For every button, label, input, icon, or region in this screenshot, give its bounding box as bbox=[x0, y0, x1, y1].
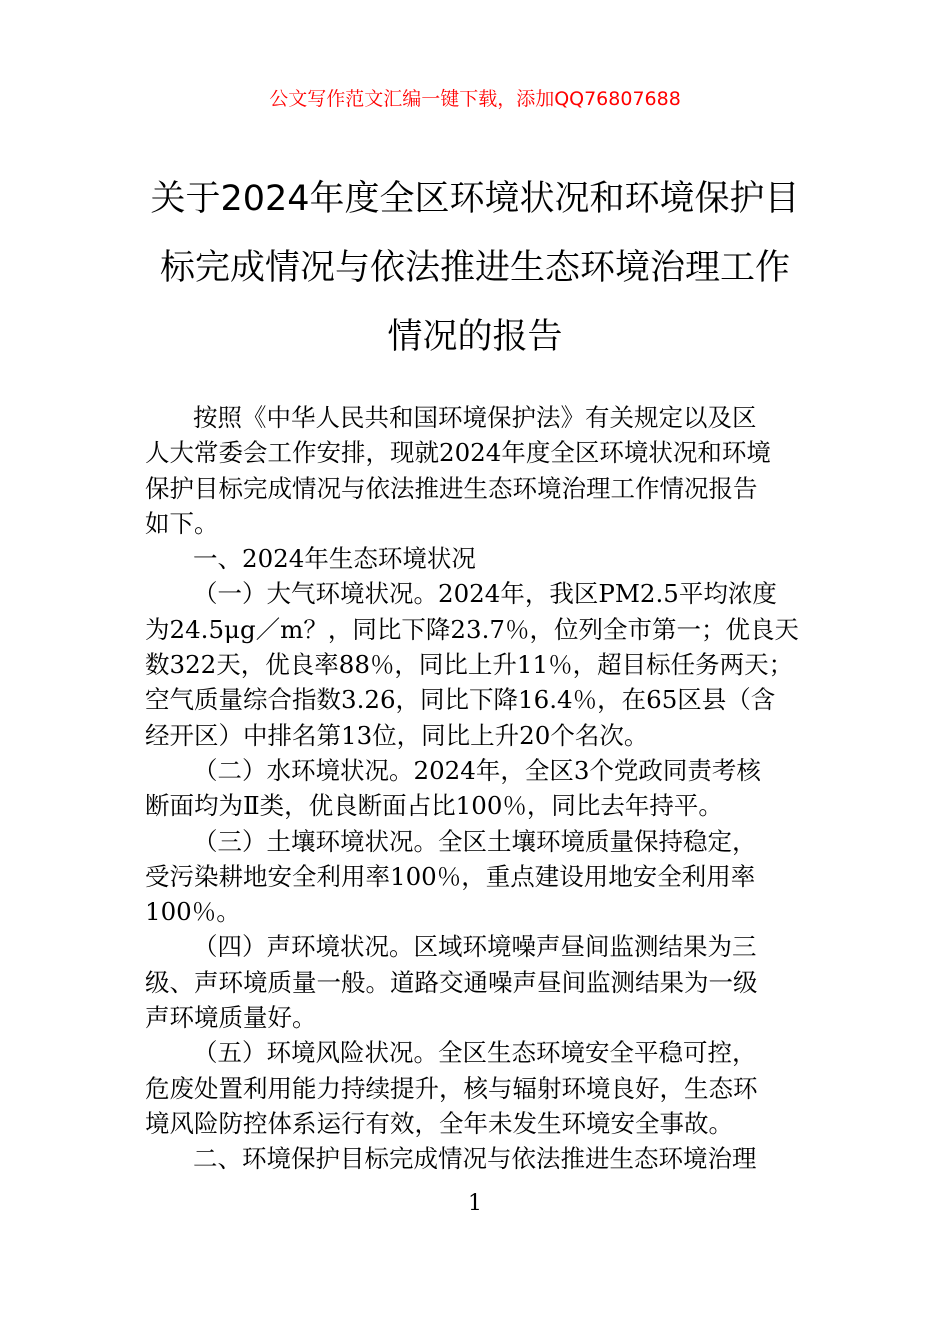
section-heading: 一、2024年生态环境状况 bbox=[193, 544, 476, 574]
body-line: （五）环境风险状况。全区生态环境安全平稳可控， bbox=[193, 1038, 757, 1068]
body-line: （一）大气环境状况。2024年，我区PM2.5平均浓度 bbox=[193, 579, 777, 609]
body-line: 为24.5μg／m？，同比下降23.7％，位列全市第一；优良天 bbox=[145, 614, 799, 644]
body-line: （三）土壤环境状况。全区土壤环境质量保持稳定， bbox=[193, 826, 757, 856]
body-line: 受污染耕地安全利用率100％，重点建设用地安全利用率 bbox=[145, 861, 756, 891]
body-line: 声环境质量好。 bbox=[145, 1003, 317, 1033]
body-line: 境风险防控体系运行有效，全年未发生环境安全事故。 bbox=[145, 1108, 733, 1138]
section-heading: 二、环境保护目标完成情况与依法推进生态环境治理 bbox=[193, 1144, 757, 1174]
body-line: 级、声环境质量一般。道路交通噪声昼间监测结果为一级 bbox=[145, 967, 758, 997]
body-line: 断面均为Ⅱ类，优良断面占比100％，同比去年持平。 bbox=[145, 791, 723, 821]
body-line: 人大常委会工作安排，现就2024年度全区环境状况和环境 bbox=[145, 438, 771, 468]
header-banner: 公文写作范文汇编一键下载，添加QQ76807688 bbox=[269, 88, 681, 110]
title-line: 关于2024年度全区环境状况和环境保护目 bbox=[150, 179, 800, 219]
page-number: 1 bbox=[468, 1191, 482, 1216]
body-line: （四）声环境状况。区域环境噪声昼间监测结果为三 bbox=[193, 932, 757, 962]
body-line: 数322天，优良率88％，同比上升11％，超目标任务两天； bbox=[145, 650, 794, 680]
title-line: 标完成情况与依法推进生态环境治理工作 bbox=[159, 248, 790, 288]
body-line: 空气质量综合指数3.26，同比下降16.4％，在65区县（含 bbox=[145, 685, 776, 715]
body-line: 经开区）中排名第13位，同比上升20个名次。 bbox=[145, 720, 649, 750]
body-line: 100％。 bbox=[145, 897, 241, 927]
document-body bbox=[145, 400, 813, 1177]
document-title bbox=[130, 165, 820, 372]
title-line: 情况的报告 bbox=[387, 317, 563, 357]
body-line: 如下。 bbox=[145, 508, 219, 538]
body-line: 按照《中华人民共和国环境保护法》有关规定以及区 bbox=[193, 403, 757, 432]
body-line: 保护目标完成情况与依法推进生态环境治理工作情况报告 bbox=[145, 473, 758, 503]
body-line: 危废处置利用能力持续提升，核与辐射环境良好，生态环 bbox=[145, 1073, 758, 1103]
body-line: （二）水环境状况。2024年，全区3个党政同责考核 bbox=[193, 755, 761, 785]
